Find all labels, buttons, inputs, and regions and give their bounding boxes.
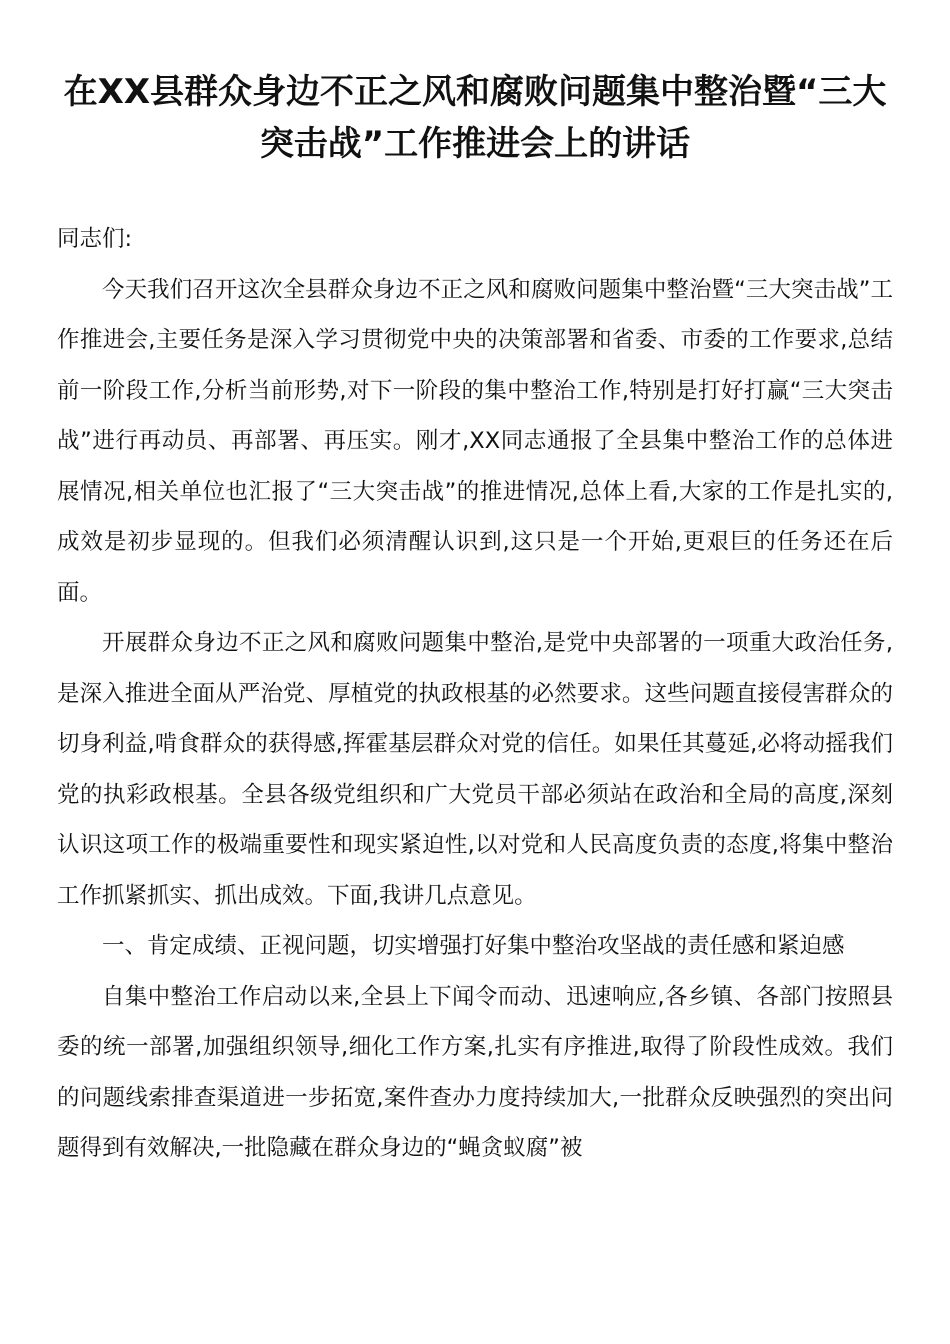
paragraph-achievements: 自集中整治工作启动以来,全县上下闻令而动、迅速响应,各乡镇、各部门按照县委的统一部署,加强组织领导,细化工作方案,扎实有序推进,取得了阶段性成效。我们的问题线索排查渠道进一步拓宽,案件查办力度持续加大,一批群众反映强烈的突出问题得到有效解决,一批隐藏在群众身边的“蝇贪蚁腐”被: [57, 983, 893, 1161]
document-title: 在XX县群众身边不正之风和腐败问题集中整治暨“三大突击战”工作推进会上的讲话: [63, 72, 887, 164]
paragraph-opening: 今天我们召开这次全县群众身边不正之风和腐败问题集中整治暨“三大突击战”工作推进会,主要任务是深入学习贯彻党中央的决策部署和省委、市委的工作要求,总结前一阶段工作,分析当前形势,对下一阶段的集中整治工作,特别是打好打赢“三大突击战”进行再动员、再部署、再压实。刚才,XX同志通报了全县集中整治工作的总体进展情况,相关单位也汇报了“三大突击战”的推进情况,总体上看,大家的工作是扎实的,成效是初步显现的。但我们必须清醒认识到,这只是一个开始,更艰巨的任务还在后面。: [57, 276, 893, 606]
document-body: [57, 214, 893, 1174]
section-heading-1: 一、肯定成绩、正视问题，切实增强打好集中整治攻坚战的责任感和紧迫感: [102, 933, 845, 959]
salutation: 同志们:: [57, 226, 133, 252]
paragraph-significance: 开展群众身边不正之风和腐败问题集中整治,是党中央部署的一项重大政治任务,是深入推进全面从严治党、厚植党的执政根基的必然要求。这些问题直接侵害群众的切身利益,啃食群众的获得感,挥霍基层群众对党的信任。如果任其蔓延,必将动摇我们党的执彩政根基。全县各级党组织和广大党员干部必须站在政治和全局的高度,深刻认识这项工作的极端重要性和现实紧迫性,以对党和人民高度负责的态度,将集中整治工作抓紧抓实、抓出成效。下面,我讲几点意见。: [57, 630, 893, 909]
